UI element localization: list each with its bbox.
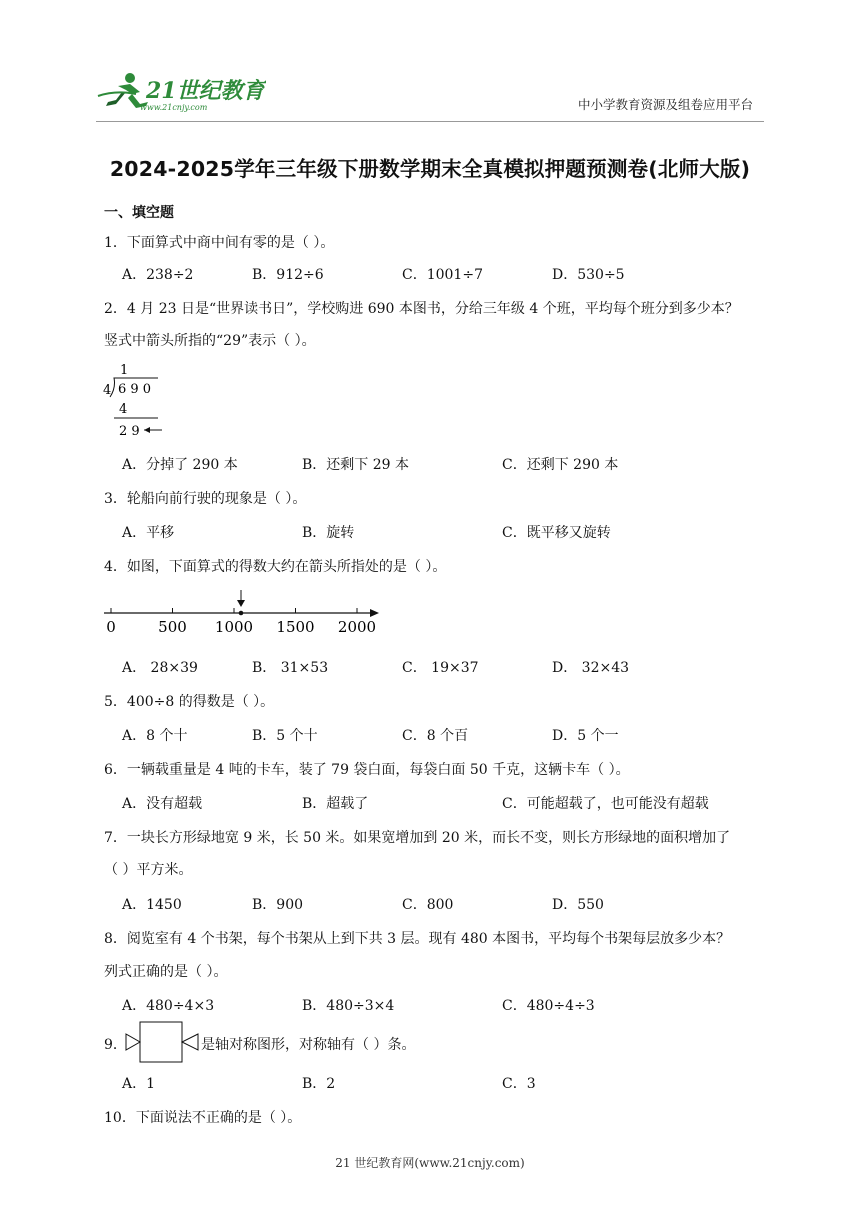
question-1: 1．下面算式中商中间有零的是（ ）。 bbox=[104, 235, 335, 251]
q6-option-a[interactable]: A．没有超载 bbox=[122, 796, 203, 812]
question-4: 4．如图，下面算式的得数大约在箭头所指处的是（ ）。 bbox=[104, 559, 447, 575]
question-6: 6．一辆载重量是 4 吨的卡车，装了 79 袋白面，每袋白面 50 千克，这辆卡车（ ）。 bbox=[104, 762, 630, 778]
q8-option-c[interactable]: C．480÷4÷3 bbox=[502, 998, 595, 1014]
q5-option-a[interactable]: A．8 个十 bbox=[122, 728, 188, 744]
q4-option-d[interactable]: D． 32×43 bbox=[552, 660, 630, 676]
q1-option-a[interactable]: A．238÷2 bbox=[122, 267, 194, 283]
platform-label: 中小学教育资源及组卷应用平台 bbox=[578, 97, 754, 112]
q1-option-b[interactable]: B．912÷6 bbox=[252, 267, 324, 283]
q1-option-d[interactable]: D．530÷5 bbox=[552, 267, 625, 283]
q4-option-a[interactable]: A． 28×39 bbox=[122, 660, 198, 676]
division-remainder: 2 9 bbox=[119, 424, 140, 439]
numberline-tick-label: 500 bbox=[158, 618, 187, 636]
question-10: 10．下面说法不正确的是（ ）。 bbox=[104, 1110, 302, 1126]
footer: 21 世纪教育网(www.21cnjy.com) bbox=[335, 1156, 525, 1170]
q7-option-d[interactable]: D．550 bbox=[552, 897, 604, 913]
number-line bbox=[100, 588, 385, 640]
q9-option-a[interactable]: A．1 bbox=[122, 1076, 156, 1092]
question-2-line2: 竖式中箭头所指的“29”表示（ ）。 bbox=[104, 333, 316, 349]
division-divisor: 4 bbox=[103, 383, 112, 398]
q9-option-b[interactable]: B．2 bbox=[302, 1076, 336, 1092]
q7-option-c[interactable]: C．800 bbox=[402, 897, 454, 913]
q5-option-b[interactable]: B．5 个十 bbox=[252, 728, 318, 744]
q5-option-c[interactable]: C．8 个百 bbox=[402, 728, 469, 744]
question-7: 7．一块长方形绿地宽 9 米，长 50 米。如果宽增加到 20 米，而长不变，则长方形绿地的面积增加了 bbox=[104, 830, 731, 846]
question-5: 5．400÷8 的得数是（ ）。 bbox=[104, 694, 275, 710]
logo-url: www.21cnjy.com bbox=[140, 103, 208, 112]
q2-option-b[interactable]: B．还剩下 29 本 bbox=[302, 457, 410, 473]
q8-option-b[interactable]: B．480÷3×4 bbox=[302, 998, 395, 1014]
long-division bbox=[100, 358, 170, 442]
question-8: 8．阅览室有 4 个书架，每个书架从上到下共 3 层。现有 480 本图书，平均每个书架每层放多少本？ bbox=[104, 931, 731, 947]
axis-arrow-icon bbox=[370, 609, 379, 617]
numberline-tick-label: 2000 bbox=[337, 618, 377, 636]
q7-option-a[interactable]: A．1450 bbox=[122, 897, 182, 913]
page-title: 2024-2025学年三年级下册数学期末全真模拟押题预测卷(北师大版) bbox=[109, 157, 751, 181]
q7-option-b[interactable]: B．900 bbox=[252, 897, 304, 913]
q4-option-c[interactable]: C． 19×37 bbox=[402, 660, 479, 676]
numberline-tick-label: 1500 bbox=[276, 618, 315, 636]
question-3: 3．轮船向前行驶的现象是（ ）。 bbox=[104, 491, 307, 507]
division-quotient: 1 bbox=[120, 363, 129, 378]
q4-option-b[interactable]: B． 31×53 bbox=[252, 660, 329, 676]
q5-option-d[interactable]: D．5 个一 bbox=[552, 728, 619, 744]
q1-option-c[interactable]: C．1001÷7 bbox=[402, 267, 483, 283]
division-product: 4 bbox=[119, 402, 128, 417]
q6-option-c[interactable]: C．可能超载了，也可能没有超载 bbox=[502, 796, 709, 812]
logo bbox=[96, 68, 266, 116]
header-divider bbox=[96, 121, 764, 122]
q3-option-b[interactable]: B．旋转 bbox=[302, 525, 355, 541]
q9-option-c[interactable]: C．3 bbox=[502, 1076, 536, 1092]
question-7-line2: （ ）平方米。 bbox=[104, 862, 193, 878]
q3-option-c[interactable]: C．既平移又旋转 bbox=[502, 525, 611, 541]
question-8-line2: 列式正确的是（ ）。 bbox=[104, 964, 228, 980]
q6-option-b[interactable]: B．超载了 bbox=[302, 796, 369, 812]
down-arrow-icon bbox=[237, 590, 245, 615]
q2-option-a[interactable]: A．分掉了 290 本 bbox=[122, 457, 238, 473]
q2-option-c[interactable]: C．还剩下 290 本 bbox=[502, 457, 619, 473]
question-9-number: 9． bbox=[104, 1037, 127, 1053]
logo-text: 21世纪教育 bbox=[146, 78, 265, 104]
numberline-tick-label: 0 bbox=[106, 618, 116, 636]
question-2: 2．4 月 23 日是“世界读书日”，学校购进 690 本图书，分给三年级 4 个班，平均每个班分到多少本？ bbox=[104, 301, 739, 317]
left-arrow-icon bbox=[144, 427, 162, 433]
symmetric-figure bbox=[124, 1020, 204, 1064]
numberline-tick-label: 1000 bbox=[214, 618, 254, 636]
q8-option-a[interactable]: A．480÷4×3 bbox=[122, 998, 215, 1014]
question-9: 是轴对称图形，对称轴有（ ）条。 bbox=[201, 1037, 416, 1053]
division-dividend: 6 9 0 bbox=[118, 382, 152, 397]
section-heading: 一、填空题 bbox=[104, 205, 174, 221]
q3-option-a[interactable]: A．平移 bbox=[122, 525, 175, 541]
